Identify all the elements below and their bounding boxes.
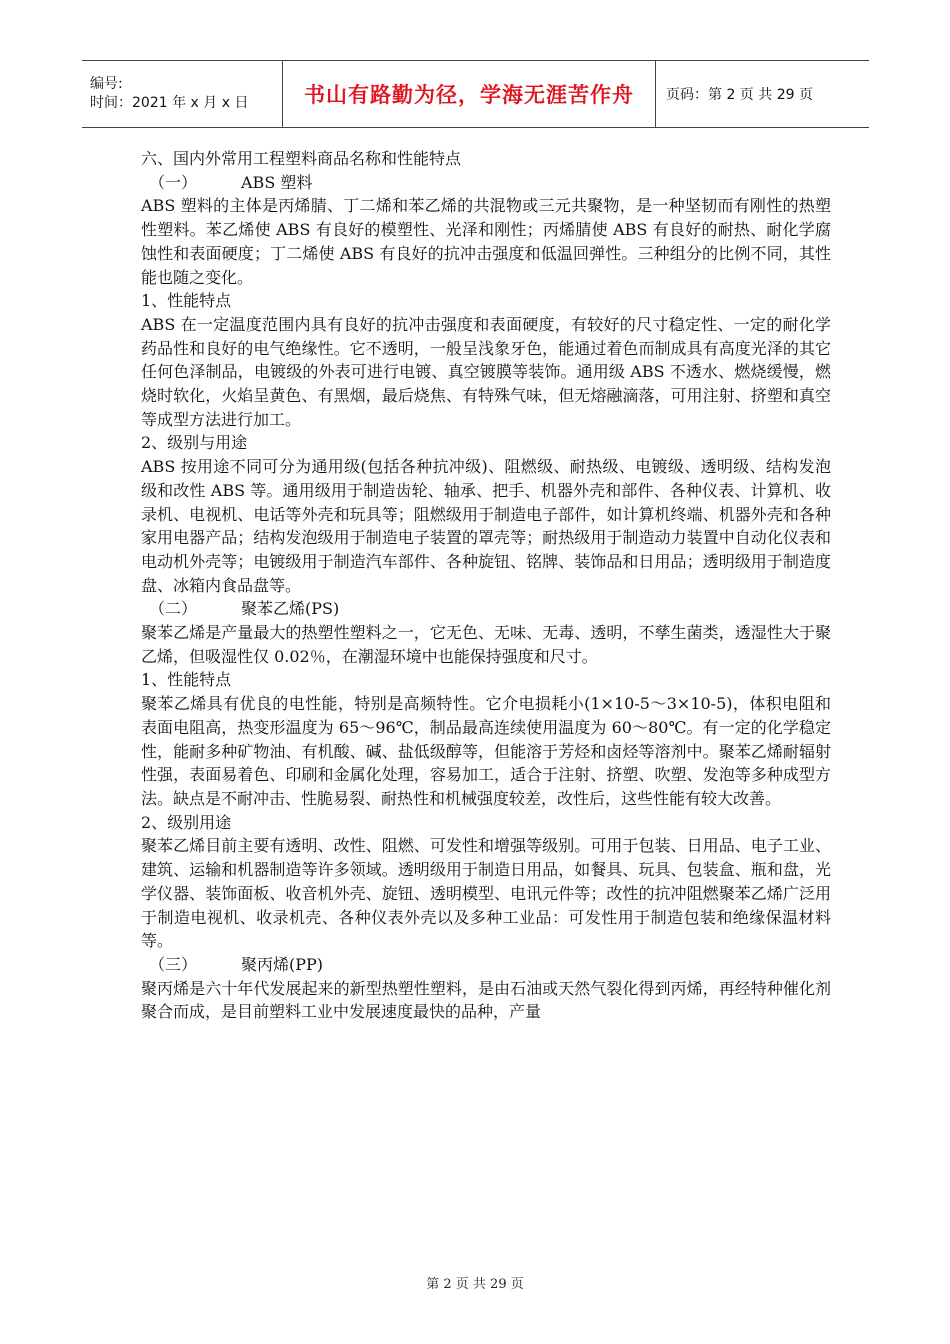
page-footer: 第 2 页 共 29 页 bbox=[426, 1277, 524, 1292]
section-title: 聚丙烯(PP) bbox=[241, 954, 324, 974]
section-title: ABS 塑料 bbox=[241, 172, 313, 192]
header-motto: 书山有路勤为径，学海无涯苦作舟 bbox=[304, 83, 634, 107]
header-meta bbox=[82, 61, 282, 127]
document-time-label: 时间：2021 年 x 月 x 日 bbox=[90, 95, 249, 111]
section-number: （一） bbox=[149, 172, 198, 192]
header-page-label: 页码：第 2 页 共 29 页 bbox=[666, 87, 813, 103]
document-body bbox=[141, 147, 831, 1024]
paragraph: 聚苯乙烯目前主要有透明、改性、阻燃、可发性和增强等级别。可用于包装、日用品、电子工业、建筑、运输和机器制造等许多领域。透明级用于制造日用品，如餐具、玩具、包装盒、瓶和盘，光学仪器、装饰面板、收音机外壳、旋钮、透明模型、电讯元件等；改性的抗冲阻燃聚苯乙烯广泛用于制造电视机、收录机壳、各种仪表外壳以及多种工业品：可发性用于制造包装和绝缘保温材料等。 bbox=[141, 836, 831, 951]
section-abs-title bbox=[141, 171, 831, 195]
paragraph: ABS 按用途不同可分为通用级(包括各种抗冲级)、阻燃级、耐热级、电镀级、透明级、结构发泡级和改性 ABS 等。通用级用于制造齿轮、轴承、把手、机器外壳和部件、各种仪表、计算机、收录机、电视机、电话等外壳和玩具等；阻燃级用于制造电子部件，如计算机终端、机器外壳和各种家用电器产品；结构发泡级用于制造电子装置的罩壳等；耐热级用于制造动力装置中自动化仪表和电动机外壳等；电镀级用于制造汽车部件、各种旋钮、铭牌、装饰品和日用品；透明级用于制造度盘、冰箱内食品盘等。 bbox=[141, 457, 831, 595]
header-motto-cell bbox=[282, 61, 656, 127]
section-ps-title bbox=[141, 597, 831, 621]
paragraph: ABS 塑料的主体是丙烯腈、丁二烯和苯乙烯的共混物或三元共聚物，是一种坚韧而有刚性的热塑性塑料。苯乙烯使 ABS 有良好的模塑性、光泽和刚性；丙烯腈使 ABS 有良好的耐热、耐化学腐蚀性和表面硬度；丁二烯使 ABS 有良好的抗冲击强度和低温回弹性。三种组分的比例不同，其性能也随之变化。 bbox=[141, 196, 831, 287]
paragraph: 聚苯乙烯具有优良的电性能，特别是高频特性。它介电损耗小(1×10-5～3×10-5)，体积电阻和表面电阻高，热变形温度为 65～96℃，制品最高连续使用温度为 60～80℃。有一定的化学稳定性，能耐多种矿物油、有机酸、碱、盐低级醇等，但能溶于芳烃和卤烃等溶剂中。聚苯乙烯耐辐射性强，表面易着色、印刷和金属化处理，容易加工，适合于注射、挤塑、吹塑、发泡等多种成型方法。缺点是不耐冲击、性脆易裂、耐热性和机械强度较差，改性后，这些性能有较大改善。 bbox=[141, 694, 831, 808]
header-page-cell bbox=[656, 61, 869, 127]
subheading: 1、性能特点 bbox=[141, 670, 232, 690]
section-number: （二） bbox=[149, 599, 198, 619]
page-header bbox=[82, 60, 869, 128]
subheading: 1、性能特点 bbox=[141, 291, 232, 311]
section-title: 聚苯乙烯(PS) bbox=[241, 599, 340, 619]
subheading: 2、级别与用途 bbox=[141, 433, 248, 453]
section-number: （三） bbox=[149, 954, 198, 974]
subheading: 2、级别用途 bbox=[141, 812, 232, 832]
paragraph: 聚苯乙烯是产量最大的热塑性塑料之一，它无色、无味、无毒、透明，不孳生菌类，透湿性大于聚乙烯，但吸湿性仅 0.02％，在潮湿环境中也能保持强度和尺寸。 bbox=[141, 623, 831, 666]
section-pp-title bbox=[141, 953, 831, 977]
document-number-label: 编号: bbox=[90, 76, 123, 92]
section-heading: 六、国内外常用工程塑料商品名称和性能特点 bbox=[141, 149, 462, 168]
paragraph: ABS 在一定温度范围内具有良好的抗冲击强度和表面硬度，有较好的尺寸稳定性、一定的耐化学药品性和良好的电气绝缘性。它不透明，一般呈浅象牙色，能通过着色而制成具有高度光泽的其它任何色泽制品，电镀级的外表可进行电镀、真空镀膜等装饰。通用级 ABS 不透水、燃烧缓慢，燃烧时软化，火焰呈黄色、有黑烟，最后烧焦、有特殊气味，但无熔融滴落，可用注射、挤塑和真空等成型方法进行加工。 bbox=[141, 314, 831, 429]
paragraph: 聚丙烯是六十年代发展起来的新型热塑性塑料，是由石油或天然气裂化得到丙烯，再经特种催化剂聚合而成，是目前塑料工业中发展速度最快的品种，产量 bbox=[141, 978, 831, 1022]
